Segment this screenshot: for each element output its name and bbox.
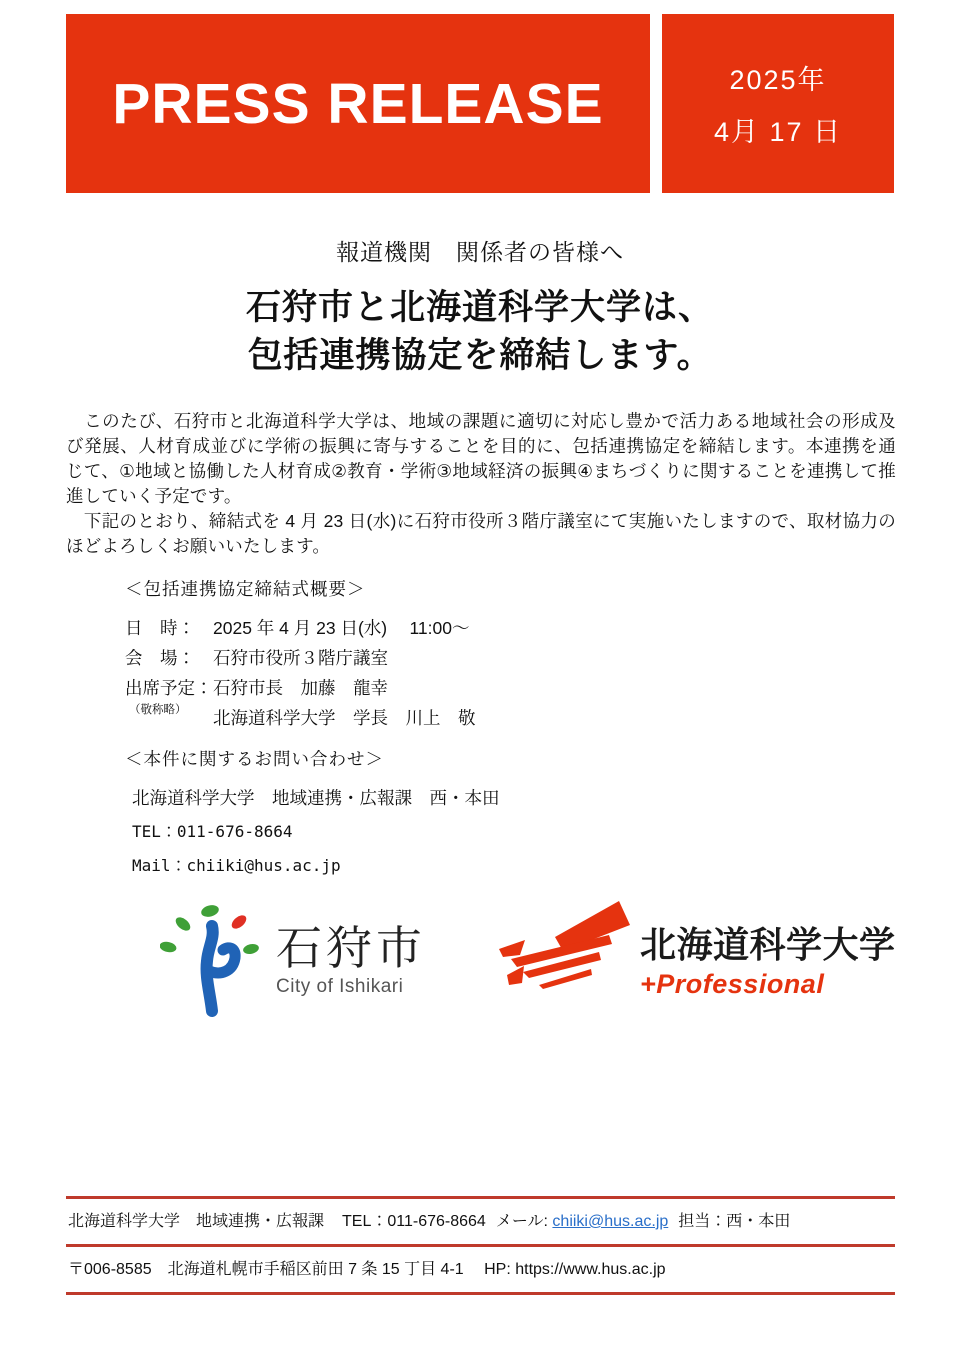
footer-email-link[interactable]: chiiki@hus.ac.jp	[552, 1213, 669, 1230]
attendees-label-wrap	[125, 673, 213, 733]
university-name: 北海道科学大学	[640, 924, 896, 965]
document-title-line1: 石狩市と北海道科学大学は、	[245, 288, 714, 327]
footer-address-line: 〒006-8585 北海道札幌市手稲区前田 7 条 15 丁目 4-1 HP: https://www.hus.ac.jp	[68, 1261, 666, 1278]
attendee-2: 北海道科学大学 学長 川上 敬	[213, 708, 476, 728]
attendee-1: 石狩市長 加藤 龍幸	[213, 678, 388, 698]
footer	[66, 1196, 895, 1295]
university-logo	[497, 897, 896, 1007]
inquiry-department: 北海道科学大学 地域連携・広報課 西・本田	[132, 788, 500, 808]
footer-tel: TEL：011-676-8664	[342, 1213, 486, 1230]
university-logo-text	[640, 925, 896, 1000]
footer-department: 北海道科学大学 地域連携・広報課	[68, 1213, 325, 1230]
ceremony-row-attendees	[125, 673, 476, 733]
attendees-values	[213, 673, 476, 733]
ceremony-heading: ＜包括連携協定締結式概要＞	[125, 579, 366, 599]
ceremony-overview-section	[125, 576, 476, 733]
inquiry-heading: ＜本件に関するお問い合わせ＞	[125, 749, 384, 769]
document-title	[0, 284, 960, 380]
venue-value: 石狩市役所３階庁議室	[213, 648, 388, 668]
ishikari-logo-text	[276, 923, 426, 998]
footer-contact-person: 担当：西・本田	[678, 1213, 791, 1230]
ishikari-sprout-icon	[160, 901, 260, 1019]
document-title-line2: 包括連携協定を締結します。	[247, 336, 713, 375]
footer-rule-bottom	[66, 1292, 895, 1295]
banner	[66, 14, 894, 193]
ishikari-city-logo	[160, 901, 426, 1019]
ishikari-city-name: 石狩市	[276, 922, 426, 974]
datetime-value: 2025 年 4 月 23 日(水) 11:00～	[213, 618, 470, 638]
venue-label: 会 場：	[125, 648, 195, 668]
date-box	[662, 14, 894, 193]
press-release-banner	[66, 14, 650, 193]
press-release-title: PRESS RELEASE	[112, 71, 604, 136]
ceremony-row-venue	[125, 643, 476, 673]
ishikari-city-subtitle: City of Ishikari	[276, 976, 404, 997]
body-paragraph-1: このたび、石狩市と北海道科学大学は、地域の課題に適切に対応し豊かで活力ある地域社会の形成及び発展、人材育成並びに学術の振興に寄与することを目的に、包括連携協定を締結します。本連携を通じて、①地域と協働した人材育成②教育・学術③地域経済の振興④まちづくりに関することを連携して推進していく予定です。	[66, 411, 896, 506]
ceremony-row-datetime	[125, 613, 476, 643]
body-text	[66, 409, 896, 559]
datetime-label: 日 時：	[125, 618, 195, 638]
university-wing-icon	[497, 897, 632, 1007]
inquiry-section	[125, 746, 500, 890]
university-tagline: +Professional	[640, 969, 825, 999]
audience-line: 報道機関 関係者の皆様へ	[336, 239, 624, 265]
footer-mail-label: メール:	[495, 1213, 548, 1230]
date-month-day: 4月 17 日	[713, 117, 843, 147]
footer-contact-line	[66, 1199, 895, 1244]
inquiry-tel: TEL：011-676-8664	[132, 822, 293, 841]
attendees-label: 出席予定：	[125, 678, 213, 698]
body-paragraph-2: 下記のとおり、締結式を 4 月 23 日(水)に石狩市役所３階庁議室にて実施いたしますので、取材協力のほどよろしくお願いいたします。	[66, 511, 896, 556]
date-year: 2025年	[729, 65, 827, 95]
inquiry-mail: Mail：chiiki@hus.ac.jp	[132, 856, 341, 875]
attendees-note: （敬称略）	[129, 704, 187, 716]
